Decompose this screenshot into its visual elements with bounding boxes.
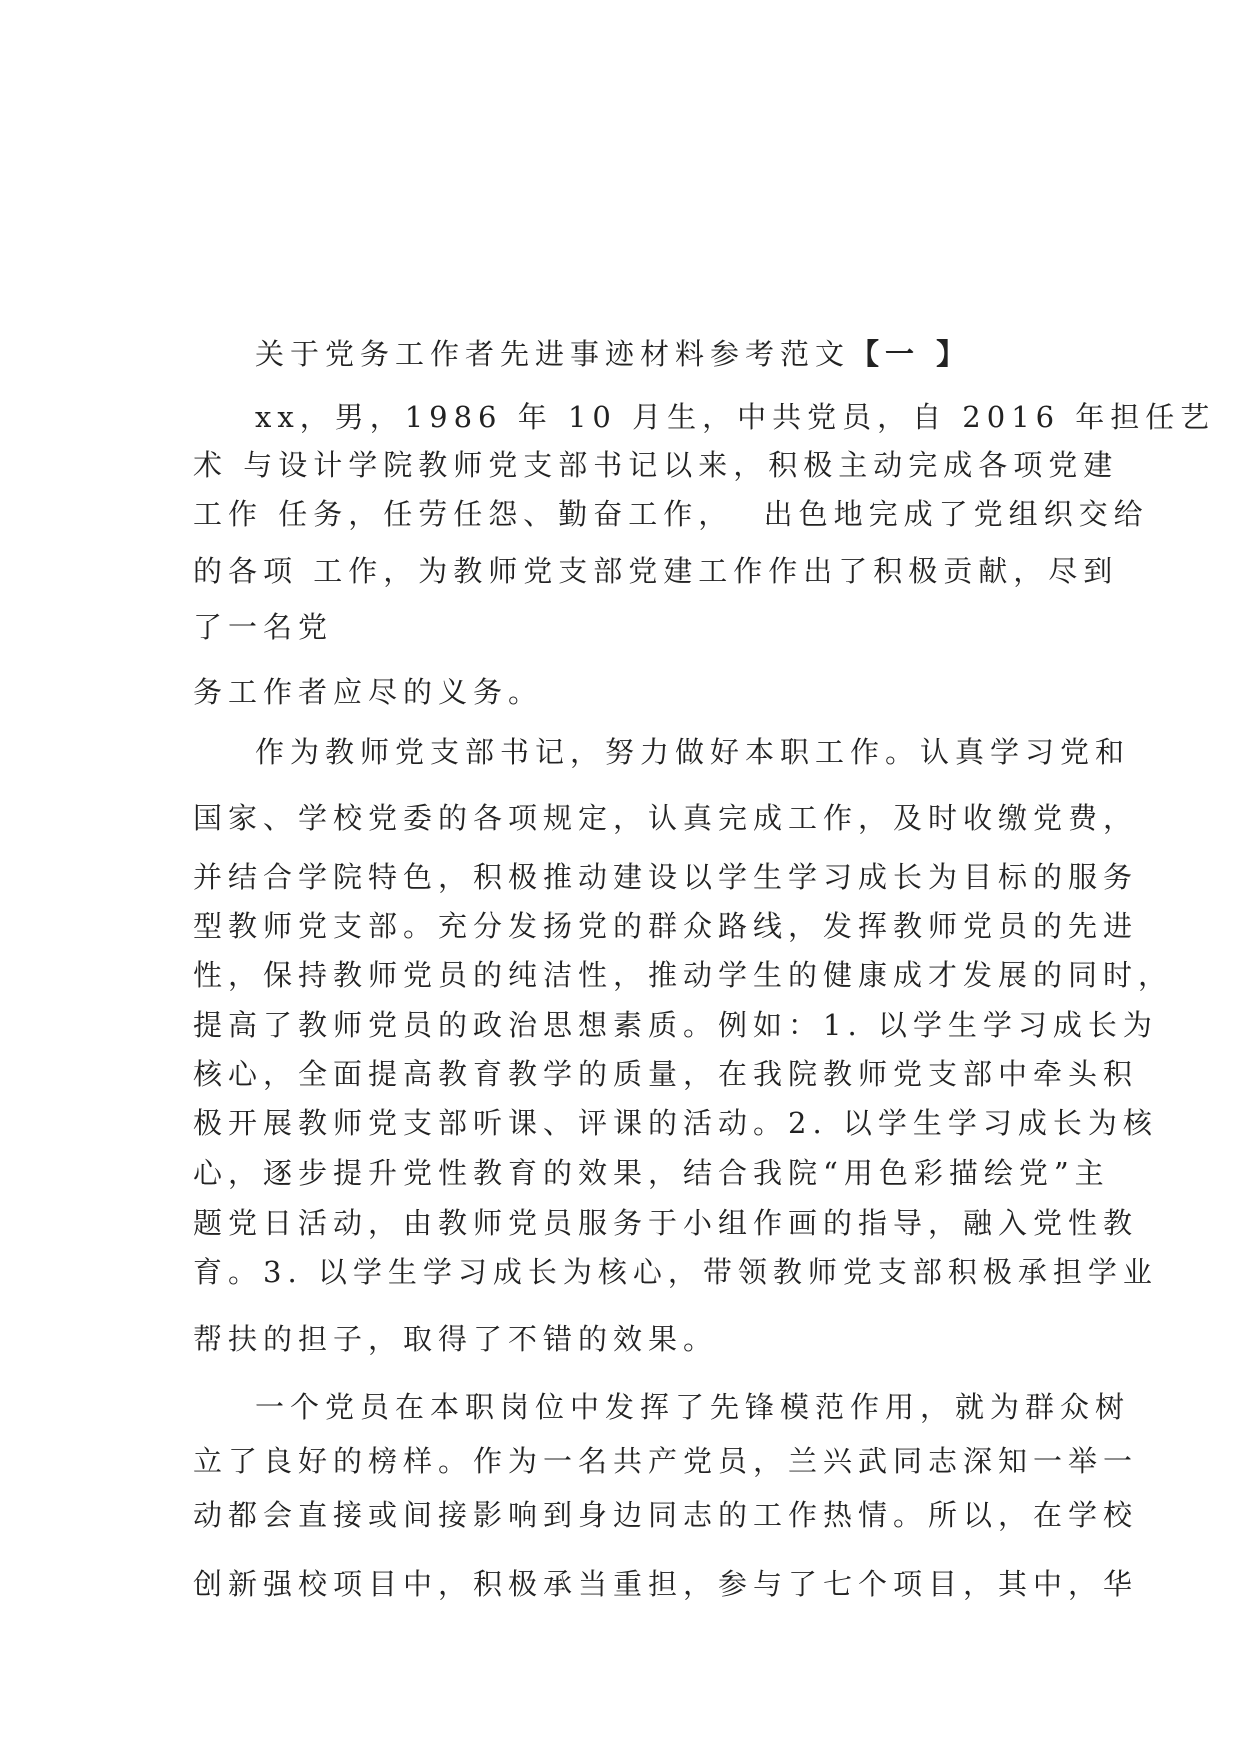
paragraph-line: 国家、学校党委的各项规定，认真完成工作，及时收缴党费， bbox=[193, 801, 1139, 835]
paragraph-line: 帮扶的担子，取得了不错的效果。 bbox=[193, 1322, 719, 1356]
paragraph-line: 动都会直接或间接影响到身边同志的工作热情。所以，在学校 bbox=[193, 1498, 1139, 1532]
paragraph-line: 极开展教师党支部听课、评课的活动。2. 以学生学习成长为核 bbox=[193, 1106, 1158, 1140]
document-title bbox=[255, 337, 972, 371]
paragraph-line: 并结合学院特色，积极推动建设以学生学习成长为目标的服务 bbox=[193, 860, 1139, 894]
paragraph-line: 术 与设计学院教师党支部书记以来，积极主动完成各项党建 bbox=[193, 448, 1119, 482]
paragraph-line: 作为教师党支部书记，努力做好本职工作。认真学习党和 bbox=[255, 735, 1131, 769]
paragraph-line: 性，保持教师党员的纯洁性，推动学生的健康成才发展的同时， bbox=[193, 958, 1174, 992]
paragraph-line: 题党日活动，由教师党员服务于小组作画的指导，融入党性教 bbox=[193, 1206, 1139, 1240]
paragraph-line: 了一名党 bbox=[193, 610, 334, 644]
paragraph-line: 立了良好的榜样。作为一名共产党员，兰兴武同志深知一举一 bbox=[193, 1444, 1139, 1478]
paragraph-line: 育。3. 以学生学习成长为核心，带领教师党支部积极承担学业 bbox=[193, 1255, 1158, 1289]
paragraph-line: 的各项 工作，为教师党支部党建工作作出了积极贡献，尽到 bbox=[193, 554, 1119, 588]
paragraph-line: 工作 任务，任劳任怨、勤奋工作， 出色地完成了党组织交给 bbox=[193, 497, 1149, 531]
paragraph-line: 提高了教师党员的政治思想素质。例如：1. 以学生学习成长为 bbox=[193, 1008, 1158, 1042]
title-number-bracket: 【一 】 bbox=[850, 337, 972, 371]
paragraph-line: 心，逐步提升党性教育的效果，结合我院“用色彩描绘党”主 bbox=[193, 1156, 1110, 1190]
paragraph-line: 务工作者应尽的义务。 bbox=[193, 675, 544, 709]
title-text: 关于党务工作者先进事迹材料参考范文 bbox=[255, 337, 851, 371]
paragraph-line: 一个党员在本职岗位中发挥了先锋模范作用，就为群众树 bbox=[255, 1390, 1131, 1424]
paragraph-line: 创新强校项目中，积极承当重担，参与了七个项目，其中，华 bbox=[193, 1567, 1139, 1601]
paragraph-line: 型教师党支部。充分发扬党的群众路线，发挥教师党员的先进 bbox=[193, 909, 1139, 943]
paragraph-line: 核心，全面提高教育教学的质量，在我院教师党支部中牵头积 bbox=[193, 1057, 1139, 1091]
paragraph-line: xx，男，1986 年 10 月生，中共党员，自 2016 年担任艺 bbox=[255, 400, 1216, 434]
